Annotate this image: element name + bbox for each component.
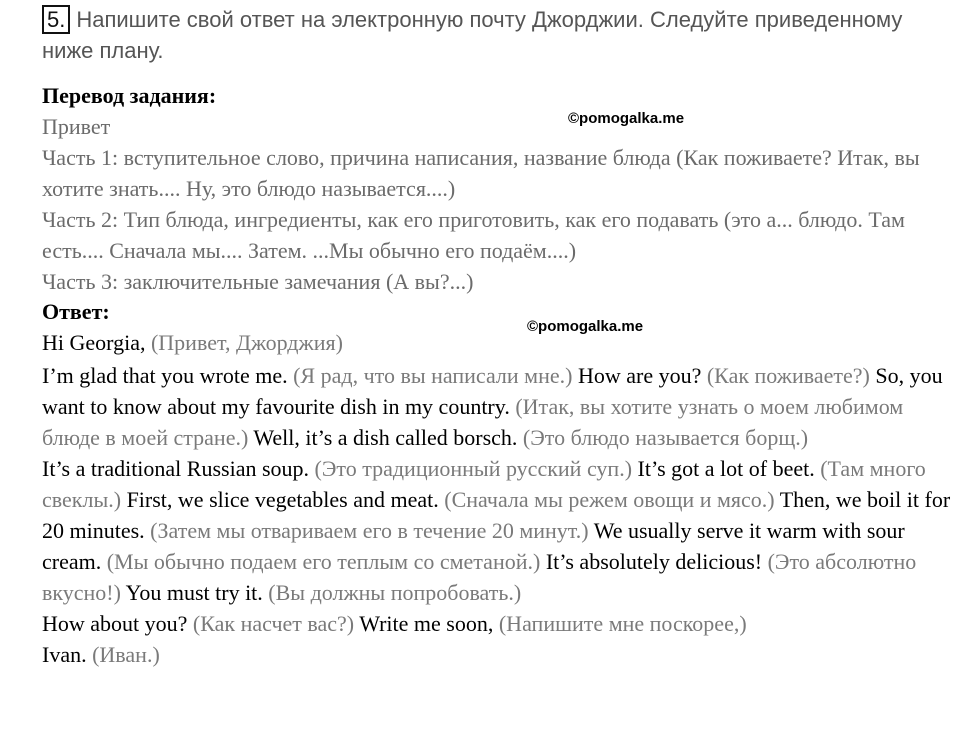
sentence-en: Then, we boil it for 20 minutes. — [42, 487, 951, 543]
sentence-en: So, you want to know about my favourite dish in my country. — [42, 363, 943, 419]
answer-paragraph — [42, 453, 952, 608]
translation-line: Привет — [42, 114, 111, 139]
answer-paragraph — [42, 608, 952, 639]
sentence-ru: (Там много свеклы.) — [42, 456, 926, 512]
sentence-ru: (Это блюдо называется борщ.) — [522, 425, 809, 450]
sentence-en: It’s absolutely delicious! — [545, 549, 763, 574]
greeting-en: Hi Georgia, — [42, 330, 146, 355]
sentence-ru: (Вы должны попробовать.) — [268, 580, 522, 605]
sentence-ru: (Затем мы отвариваем его в течение 20 минут.) — [150, 518, 589, 543]
translation-heading: Перевод задания: — [42, 83, 217, 108]
sentence-en: How are you? — [577, 363, 702, 388]
sentence-en: It’s got a lot of beet. — [637, 456, 815, 481]
sentence-ru: (Иван.) — [92, 642, 160, 667]
sentence-ru: (Сначала мы режем овощи и мясо.) — [444, 487, 775, 512]
translation-line: Часть 1: вступительное слово, причина написания, название блюда (Как поживаете? Итак, вы хотите знать.... Ну, это блюдо называется....) — [42, 145, 920, 201]
sentence-ru: (Как поживаете?) — [706, 363, 870, 388]
document-page — [42, 0, 952, 670]
sentence-ru: (Это традиционный русский суп.) — [314, 456, 633, 481]
sentence-en: Write me soon, — [359, 611, 494, 636]
sentence-en: Well, it’s a dish called borsch. — [253, 425, 518, 450]
sentence-ru: (Это абсолютно вкусно!) — [42, 549, 917, 605]
sentence-en: You must try it. — [125, 580, 263, 605]
task-number: 5. — [42, 5, 70, 34]
sentence-ru: (Итак, вы хотите узнать о моем любимом блюде в моей стране.) — [42, 394, 904, 450]
answer-heading: Ответ: — [42, 299, 110, 324]
watermark: ©pomogalka.me — [527, 318, 644, 335]
sentence-ru: (Я рад, что вы написали мне.) — [293, 363, 573, 388]
sentence-ru: (Как насчет вас?) — [192, 611, 355, 636]
sentence-en: We usually serve it warm with sour cream. — [42, 518, 905, 574]
sentence-ru: (Мы обычно подаем его теплым со сметаной.) — [106, 549, 541, 574]
translation-line: Часть 3: заключительные замечания (А вы?...) — [42, 269, 474, 294]
answer-paragraph — [42, 639, 952, 670]
watermark: ©pomogalka.me — [568, 110, 685, 127]
translation-body — [42, 111, 952, 297]
sentence-en: Ivan. — [42, 642, 87, 667]
answer-body — [42, 360, 952, 670]
task-statement — [42, 4, 952, 66]
sentence-en: I’m glad that you wrote me. — [42, 363, 288, 388]
answer-greeting — [42, 327, 952, 358]
sentence-en: How about you? — [42, 611, 188, 636]
task-text: Напишите свой ответ на электронную почту Джорджии. Следуйте приведенному ниже плану. — [42, 7, 903, 63]
translation-line: Часть 2: Тип блюда, ингредиенты, как его приготовить, как его подавать (это а... блюдо. Там есть.... Сначала мы.... Затем. ...Мы обычно его подаём....) — [42, 207, 905, 263]
sentence-en: First, we slice vegetables and meat. — [126, 487, 439, 512]
greeting-ru: (Привет, Джорджия) — [150, 330, 343, 355]
sentence-en: It’s a traditional Russian soup. — [42, 456, 310, 481]
answer-paragraph — [42, 360, 952, 453]
sentence-ru: (Напишите мне поскорее,) — [498, 611, 747, 636]
